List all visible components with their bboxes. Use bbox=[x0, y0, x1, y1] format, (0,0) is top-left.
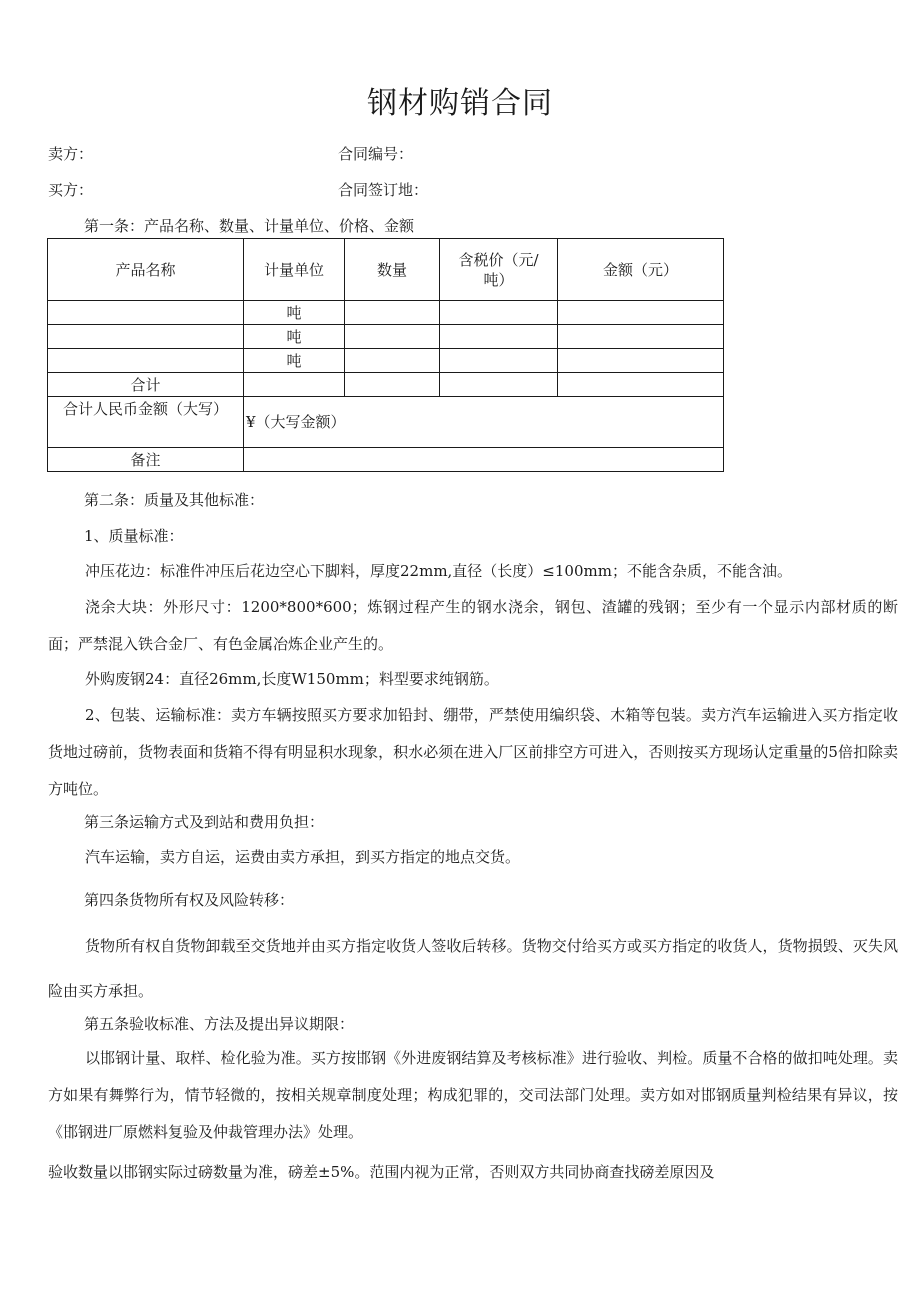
cell-unit: 吨 bbox=[244, 301, 345, 325]
goods-table bbox=[47, 238, 724, 472]
remark-label: 备注 bbox=[48, 448, 244, 472]
contract-no-label: 合同编号： bbox=[338, 145, 414, 163]
article-3-title: 第三条运输方式及到站和费用负担： bbox=[84, 813, 325, 831]
seller-label: 卖方： bbox=[48, 145, 94, 163]
table-header-row bbox=[48, 239, 724, 301]
article-5-body: 以邯钢计量、取样、检化验为准。买方按邯钢《外进废钢结算及考核标准》进行验收、判检。质量不合格的做扣吨处理。卖方如果有舞弊行为，情节轻微的，按相关规章制度处理；构成犯罪的，交司法部门处理。卖方如对邯钢质量判检结果有异议，按《邯钢进厂原燃料复验及仲裁管理办法》处理。 bbox=[48, 1049, 898, 1141]
total-quantity bbox=[345, 373, 440, 397]
cell-product-name bbox=[48, 349, 244, 373]
cell-product-name bbox=[48, 325, 244, 349]
capital-amount-row bbox=[48, 397, 724, 448]
pouring-block-standard: 浇余大块：外形尺寸：1200*800*600；炼钢过程产生的钢水浇余，钢包、渣罐的残钢；至少有一个显示内部材质的断面；严禁混入铁合金厂、有色金属冶炼企业产生的。 bbox=[48, 598, 898, 653]
header-unit: 计量单位 bbox=[244, 239, 345, 301]
cell-quantity bbox=[345, 349, 440, 373]
table-row bbox=[48, 349, 724, 373]
cell-unit-price bbox=[440, 325, 558, 349]
article-3-body: 汽车运输，卖方自运，运费由卖方承担，到买方指定的地点交货。 bbox=[85, 848, 521, 866]
cell-amount bbox=[558, 349, 724, 373]
remark-row bbox=[48, 448, 724, 472]
article-5-title: 第五条验收标准、方法及提出异议期限： bbox=[84, 1015, 355, 1033]
total-unit-price bbox=[440, 373, 558, 397]
header-unit-price-text: 含税价（元/吨） bbox=[458, 250, 539, 289]
cell-amount bbox=[558, 301, 724, 325]
total-row bbox=[48, 373, 724, 397]
header-unit-price bbox=[440, 239, 558, 301]
cell-unit: 吨 bbox=[244, 349, 345, 373]
article-1-title: 第一条：产品名称、数量、计量单位、价格、金额 bbox=[84, 217, 415, 235]
header-amount: 金额（元） bbox=[558, 239, 724, 301]
total-label: 合计 bbox=[48, 373, 244, 397]
total-unit bbox=[244, 373, 345, 397]
buyer-label: 买方： bbox=[48, 181, 94, 199]
cell-unit-price bbox=[440, 349, 558, 373]
stamping-edge-standard: 冲压花边：标准件冲压后花边空心下脚料，厚度22mm,直径（长度）≤100mm；不能含杂质，不能含油。 bbox=[85, 562, 792, 580]
weighing-clause: 验收数量以邯钢实际过磅数量为准，磅差±5%。范围内视为正常，否则双方共同协商查找磅差原因及 bbox=[48, 1163, 715, 1181]
remark-value bbox=[244, 448, 724, 472]
capital-amount-value: ¥（大写金额） bbox=[244, 397, 724, 448]
total-amount bbox=[558, 373, 724, 397]
header-quantity: 数量 bbox=[345, 239, 440, 301]
cell-quantity bbox=[345, 325, 440, 349]
header-product-name: 产品名称 bbox=[48, 239, 244, 301]
table-row bbox=[48, 301, 724, 325]
table-row bbox=[48, 325, 724, 349]
capital-amount-label: 合计人民币金额（大写） bbox=[48, 397, 244, 448]
cell-quantity bbox=[345, 301, 440, 325]
cell-product-name bbox=[48, 301, 244, 325]
document-title: 钢材购销合同 bbox=[367, 86, 553, 121]
article-4-body: 货物所有权自货物卸载至交货地并由买方指定收货人签收后转移。货物交付给买方或买方指定的收货人，货物损毁、灭失风险由买方承担。 bbox=[48, 937, 898, 1000]
cell-unit: 吨 bbox=[244, 325, 345, 349]
cell-unit-price bbox=[440, 301, 558, 325]
cell-amount bbox=[558, 325, 724, 349]
article-4-title: 第四条货物所有权及风险转移： bbox=[84, 891, 295, 909]
article-2-title: 第二条：质量及其他标准： bbox=[84, 491, 265, 509]
purchased-scrap-standard: 外购废钢24：直径26mm,长度W150mm；料型要求纯钢筋。 bbox=[85, 670, 499, 688]
sign-place-label: 合同签订地： bbox=[338, 181, 429, 199]
packaging-transport-standard: 2、包装、运输标准：卖方车辆按照买方要求加铅封、绷带，严禁使用编织袋、木箱等包装。卖方汽车运输进入买方指定收货地过磅前，货物表面和货箱不得有明显积水现象，积水必须在进入厂区前排空方可进入，否则按买方现场认定重量的5倍扣除卖方吨位。 bbox=[48, 706, 898, 798]
quality-standard-title: 1、质量标准： bbox=[84, 527, 184, 545]
